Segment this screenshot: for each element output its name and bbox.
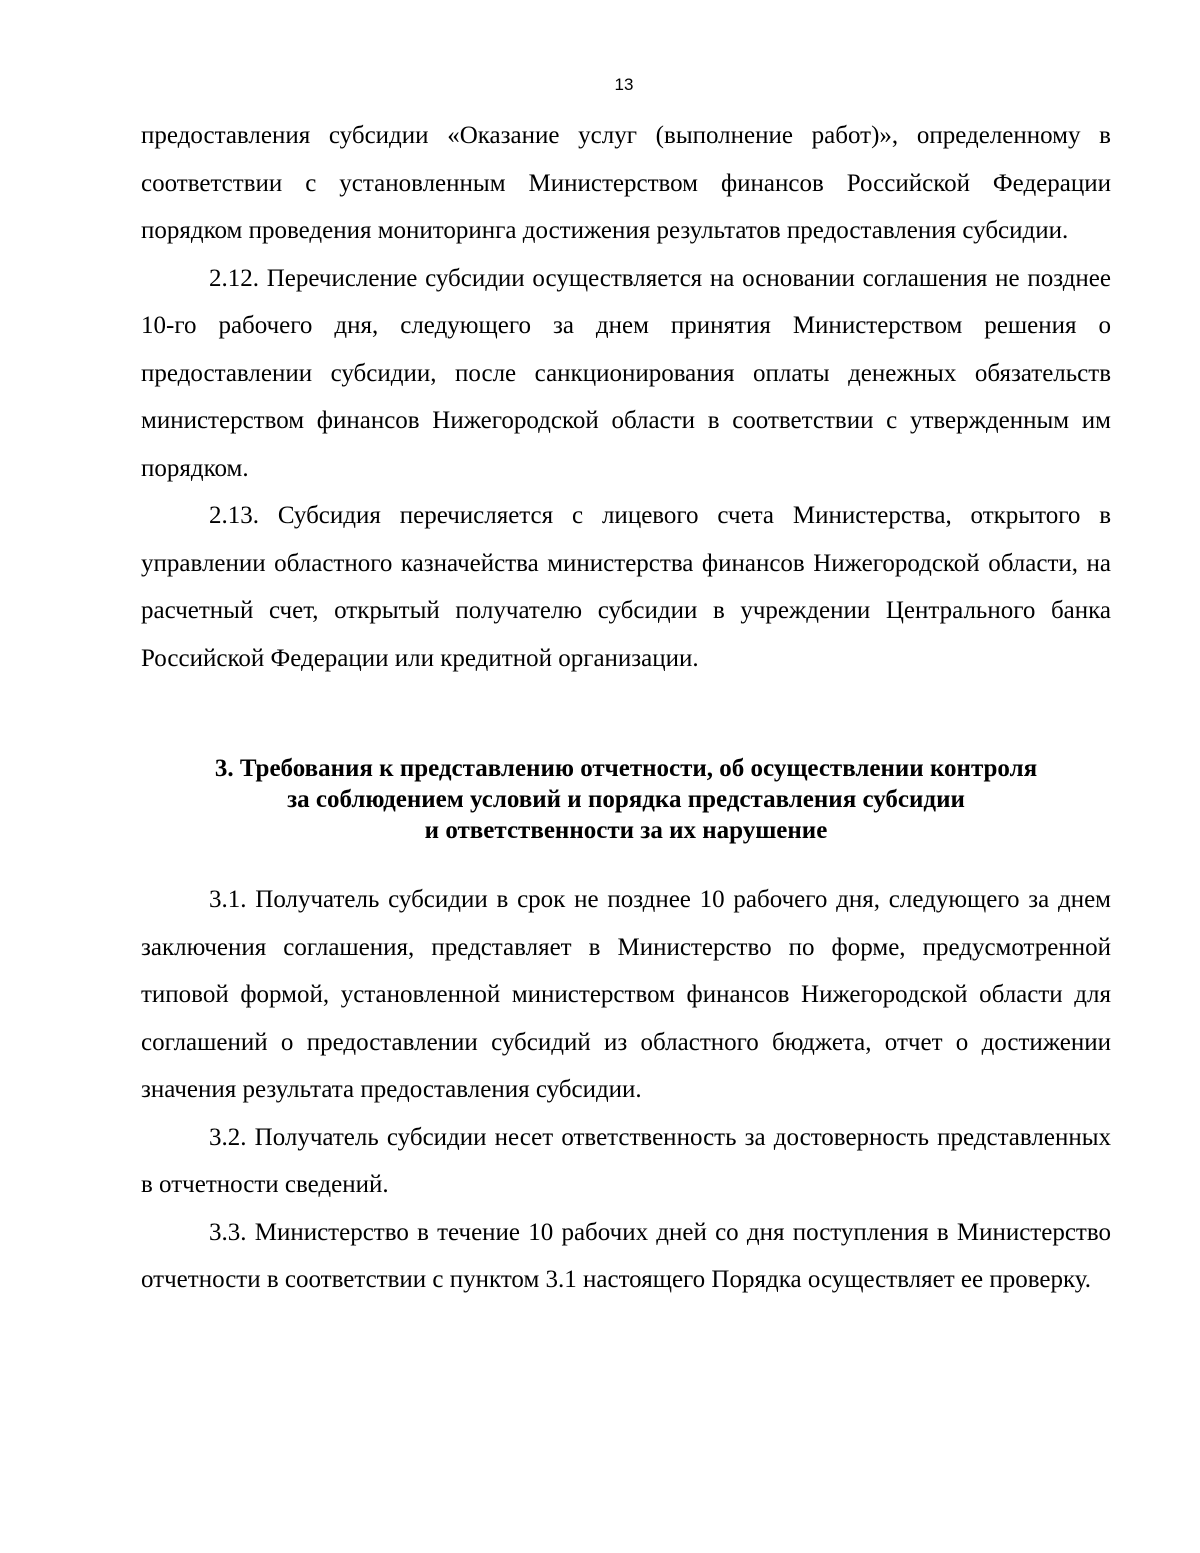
document-body — [141, 112, 1111, 1304]
section-heading-line: за соблюдением условий и порядка представления субсидии — [287, 786, 965, 813]
paragraph-3-1: 3.1. Получатель субсидии в срок не позднее 10 рабочего дня, следующего за днем заключения соглашения, представляет в Министерство по форме, предусмотренной типовой формой, установленной министерством финансов Нижегородской области для соглашений о предоставлении субсидий из областного бюджета, отчет о достижении значения результата предоставления субсидии. — [141, 886, 1111, 1103]
paragraph-monitoring-continuation: предоставления субсидии «Оказание услуг (выполнение работ)», определенному в соответствии с установленным Министерством финансов Российской Федерации порядком проведения мониторинга достижения результатов предоставления субсидии. — [141, 122, 1111, 244]
paragraph-2-12: 2.12. Перечисление субсидии осуществляется на основании соглашения не позднее 10-го рабочего дня, следующего за днем принятия Министерством решения о предоставлении субсидии, после санкционирования оплаты денежных обязательств министерством финансов Нижегородской области в соответствии с утвержденным им порядком. — [141, 264, 1111, 482]
section-heading-line: 3. Требования к представлению отчетности, об осуществлении контроля — [214, 755, 1038, 782]
paragraph-3-3: 3.3. Министерство в течение 10 рабочих дней со дня поступления в Министерство отчетности в соответствии с пунктом 3.1 настоящего Порядка осуществляет ее проверку. — [141, 1218, 1111, 1293]
paragraph-3-2: 3.2. Получатель субсидии несет ответственность за достоверность представленных в отчетности сведений. — [141, 1123, 1111, 1198]
page-number: 13 — [614, 75, 634, 94]
section-3-heading — [141, 682, 1111, 876]
section-heading-line: и ответственности за их нарушение — [424, 817, 828, 844]
paragraph-2-13: 2.13. Субсидия перечисляется с лицевого счета Министерства, открытого в управлении областного казначейства министерства финансов Нижегородской области, на расчетный счет, открытый получателю субсидии в учреждении Центрального банка Российской Федерации или кредитной организации. — [141, 502, 1111, 672]
